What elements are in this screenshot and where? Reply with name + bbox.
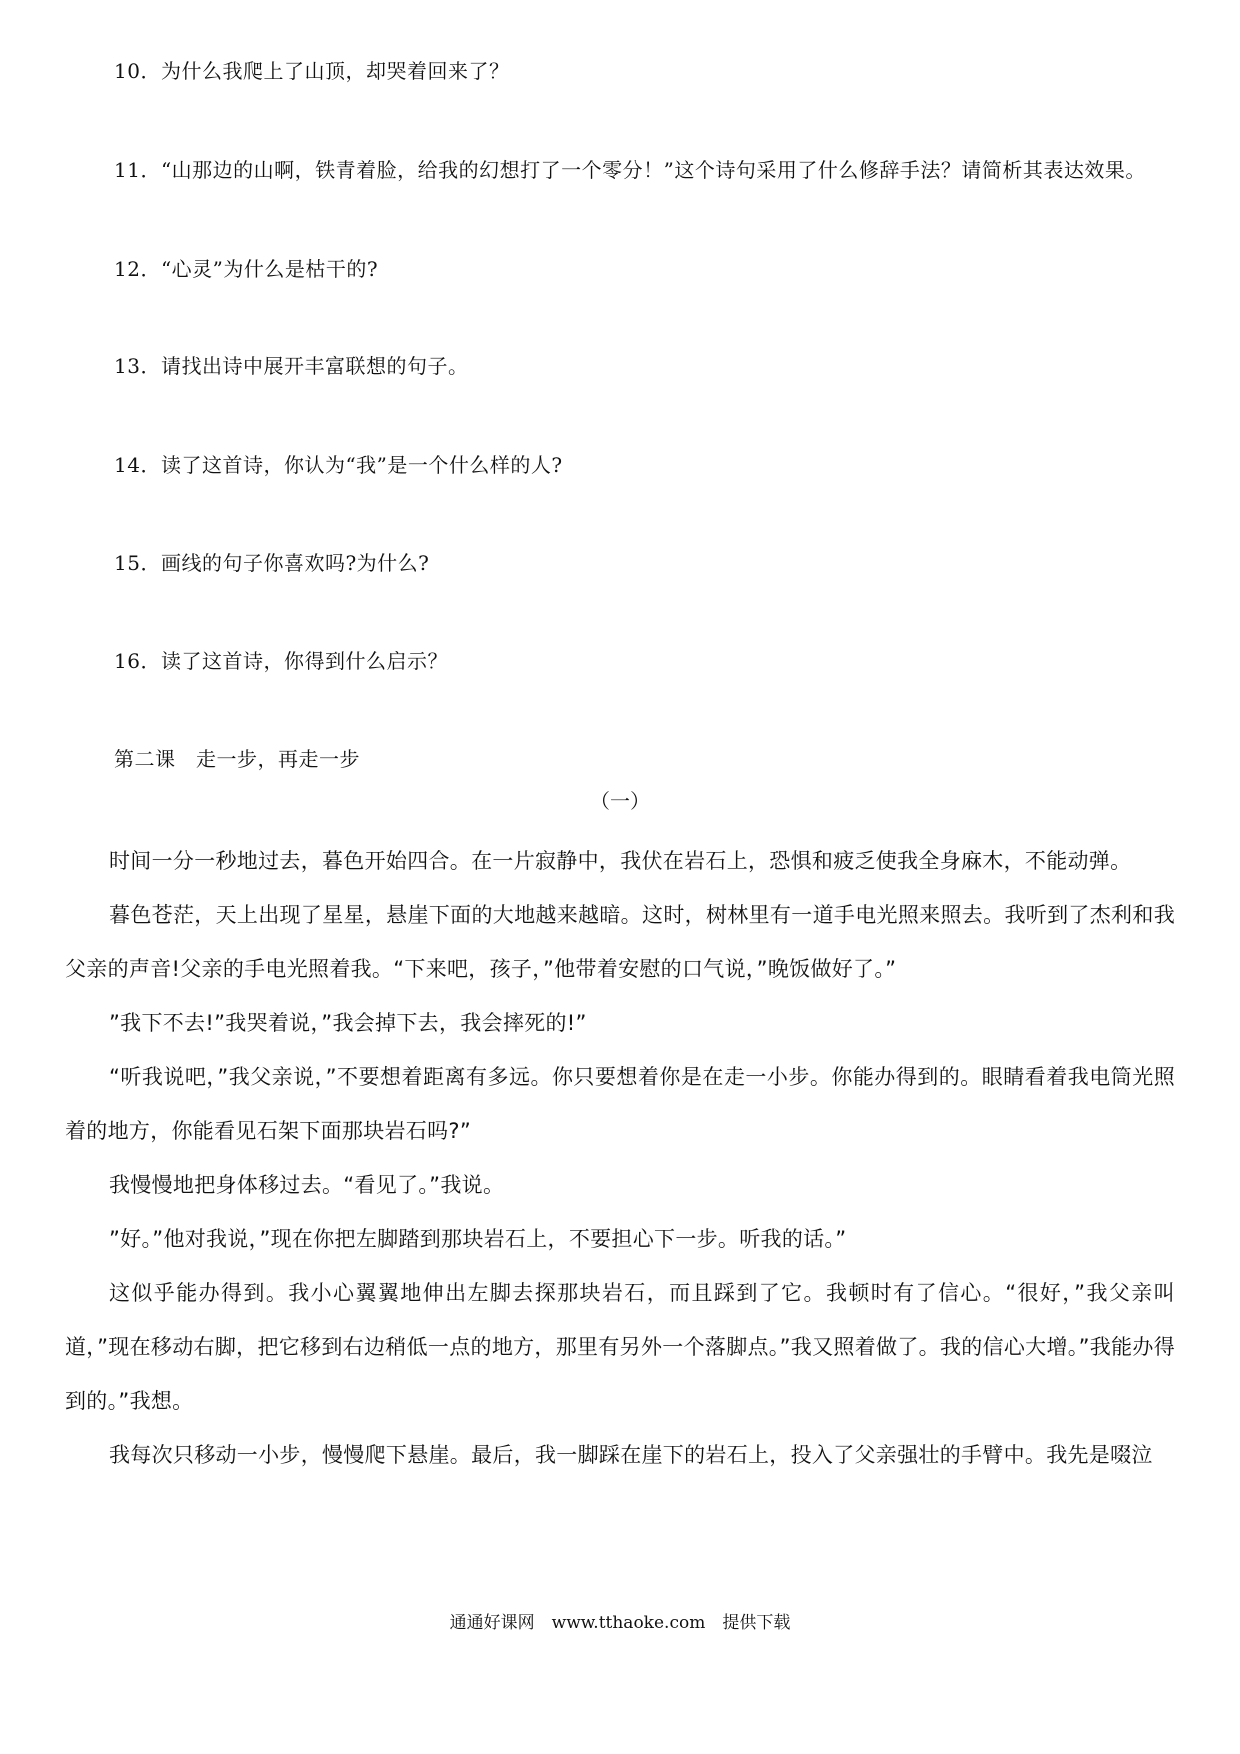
passage-paragraph: ”我下不去!”我哭着说，”我会掉下去，我会摔死的!”: [109, 1011, 587, 1035]
question-11: 11．“山那边的山啊，铁青着脸，给我的幻想打了一个零分！”这个诗句采用了什么修辞手法？请简析其表达效果。: [114, 158, 1146, 182]
question-15: 15．画线的句子你喜欢吗?为什么?: [114, 551, 430, 575]
page-footer: 通通好课网 www.tthaoke.com 提供下载: [449, 1613, 791, 1633]
passage-paragraph: ”好。”他对我说，”现在你把左脚踏到那块岩石上，不要担心下一步。听我的话。”: [109, 1227, 847, 1251]
question-10: 10．为什么我爬上了山顶，却哭着回来了？: [114, 59, 510, 83]
passage-paragraph: 我每次只移动一小步，慢慢爬下悬崖。最后，我一脚踩在崖下的岩石上，投入了父亲强壮的手臂中。我先是啜泣: [109, 1443, 1153, 1467]
question-16: 16．读了这首诗，你得到什么启示？: [114, 649, 448, 673]
passage-paragraph: 我慢慢地把身体移过去。“看见了。”我说。: [109, 1173, 505, 1197]
passage-paragraph: 这似乎能办得到。我小心翼翼地伸出左脚去探那块岩石，而且踩到了它。我顿时有了信心。“很好，”我父亲叫道，”现在移动右脚，把它移到右边稍低一点的地方，那里有另外一个落脚点。”我又照着做了。我的信心大增。”我能办得到的。”我想。: [65, 1281, 1175, 1413]
section-marker: （一）: [590, 789, 650, 813]
passage-paragraph: “听我说吧，”我父亲说，”不要想着距离有多远。你只要想着你是在走一小步。你能办得到的。眼睛看着我电筒光照着的地方，你能看见石架下面那块岩石吗?”: [65, 1065, 1175, 1143]
lesson-title: 第二课 走一步，再走一步: [114, 747, 360, 771]
reading-passage: [65, 834, 1175, 1482]
passage-paragraph: 暮色苍茫，天上出现了星星，悬崖下面的大地越来越暗。这时，树林里有一道手电光照来照去。我听到了杰利和我父亲的声音!父亲的手电光照着我。“下来吧，孩子，”他带着安慰的口气说，”晚饭做好了。”: [65, 903, 1175, 981]
passage-paragraph: 时间一分一秒地过去，暮色开始四合。在一片寂静中，我伏在岩石上，恐惧和疲乏使我全身麻木，不能动弹。: [109, 849, 1132, 873]
question-12: 12．“心灵”为什么是枯干的?: [114, 257, 379, 281]
question-13: 13．请找出诗中展开丰富联想的句子。: [114, 354, 469, 378]
question-14: 14．读了这首诗，你认为“我”是一个什么样的人?: [114, 453, 563, 477]
